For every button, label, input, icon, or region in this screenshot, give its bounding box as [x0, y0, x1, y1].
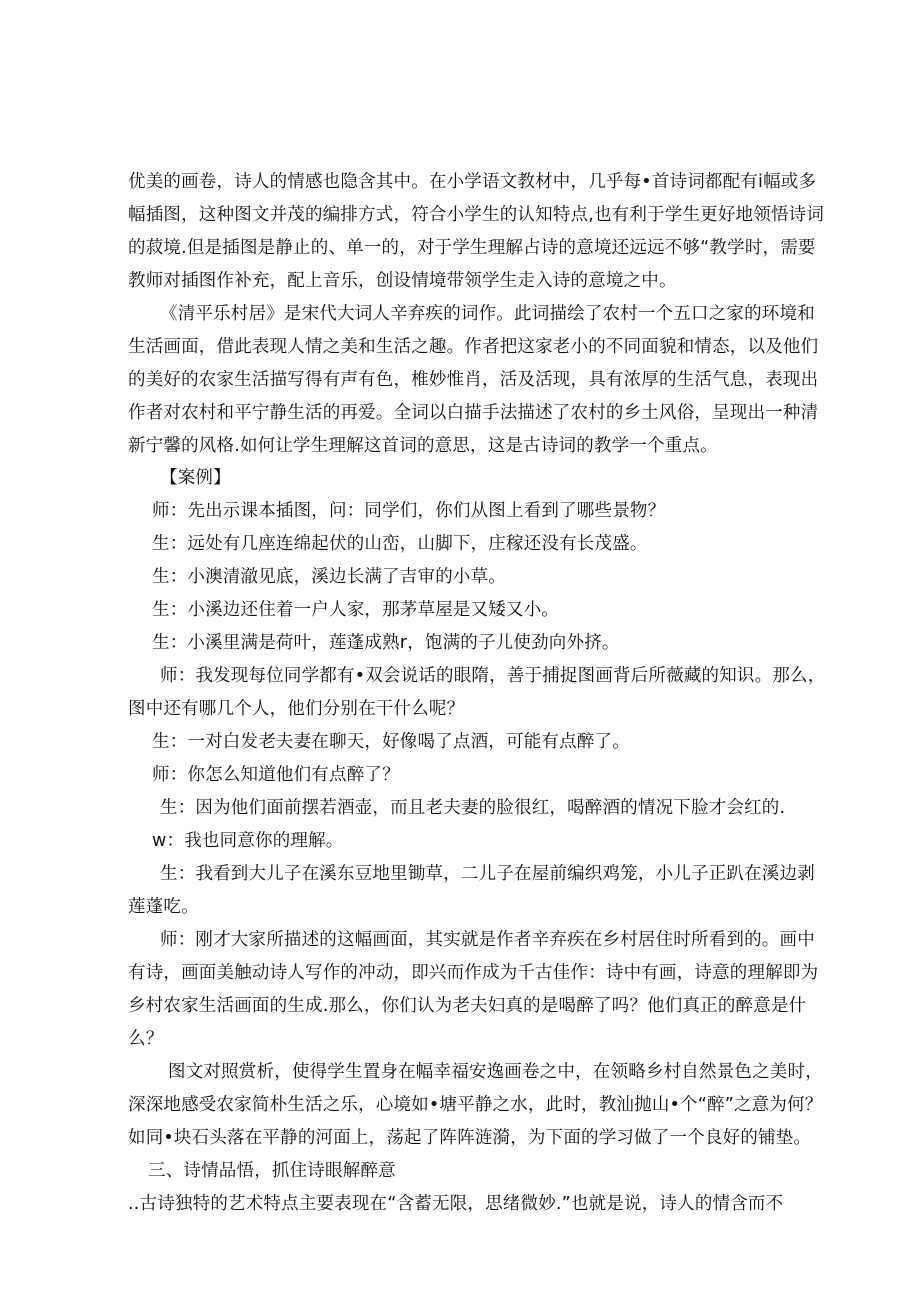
paragraph-line: 的菽境.但是插图是静止的、单一的，对于学生理解占诗的意境还远远不够“教学时，需要	[128, 238, 816, 258]
dialogue-line: 师：刚才大家所描述的这幅画面，其实就是作者辛弃疾在乡村居住时所看到的。画中	[160, 930, 815, 950]
dialogue-line: 生：一对白发老夫妻在聊天，好像喝了点酒，可能有点醉了。	[152, 732, 630, 752]
paragraph-line: 幅插图，这种图文并茂的编排方式，符合小学生的认知特点,也有利于学生更好地领悟诗词	[128, 205, 825, 225]
paragraph-line: 深深地感受农家简朴生活之乐，心境如•塘平静之水，此时，教汕抛山•个“醉”之意为何？	[128, 1095, 823, 1115]
dialogue-line: 生：远处有几座连绵起伏的山峦，山脚下，庄稼还没有长茂盛。	[152, 534, 648, 554]
paragraph-line: 如同•块石头落在平静的河面上，荡起了阵阵涟漪，为下面的学习做了一个良好的铺垫。	[128, 1128, 812, 1148]
paragraph-line: 作者对农村和平宁静生活的再爱。全词以白描手法描述了农村的乡土风俗，呈现出一种清	[128, 403, 819, 423]
dialogue-line: 生：小溪边还住着一户人家，那茅草屋是又矮又小。	[152, 600, 560, 620]
dialogue-line: 么？	[128, 1029, 164, 1049]
dialogue-line: 生：我看到大儿子在溪东豆地里锄草，二儿子在屋前编织鸡笼，小儿子正趴在溪边剥	[160, 864, 815, 884]
paragraph-line: ..古诗独特的艺术特点主要表现在“含蓄无限，思绪微妙.”也就是说，诗人的情含而不	[128, 1194, 784, 1214]
dialogue-line: 莲蓬吃。	[128, 897, 199, 917]
paragraph-line: 的美好的农家生活描写得有声有色，椎妙惟肖，活及活现，具有浓厚的生活气息，表现出	[128, 370, 819, 390]
dialogue-line: 生：小澳清澈见底，溪边长满了吉审的小草。	[152, 567, 506, 587]
dialogue-line: w：我也同意你的理解。	[152, 831, 344, 851]
paragraph-line: 图文对照赏析，使得学生置身在幅幸福安逸画卷之中，在领略乡村自然景色之美时，	[168, 1062, 823, 1082]
paragraph-line: 《清平乐村居》是宋代大词人辛弃疾的词作。此词描绘了农村一个五口之家的环境和	[160, 304, 815, 324]
paragraph-line: 生活画面，借此表现人情之美和生活之趣。作者把这家老小的不同面貌和情态，以及他们	[128, 337, 819, 357]
paragraph-line: 新宁馨的风格.如何让学生理解这首词的意思，这是古诗词的教学一个重点。	[128, 436, 718, 456]
dialogue-line: 师：你怎么知道他们有点醉了？	[152, 765, 400, 785]
paragraph-line: 教师对插图作补充，配上音乐，创设情境带领学生走入诗的意境之中。	[128, 271, 677, 291]
dialogue-line: 乡村农家生活画面的生成.那么，你们认为老夫妇真的是喝醉了吗？他们真正的醉意是什	[128, 996, 807, 1016]
dialogue-line: 师：先出示课本插图，问：同学们，你们从图上看到了哪些景物？	[152, 501, 666, 521]
section-heading: 三、诗情品悟，抓住诗眼解醉意	[148, 1161, 396, 1181]
dialogue-line: 生：因为他们面前摆若酒壶，而且老夫妻的脸很红，喝醉酒的情况下脸才会红的.	[160, 798, 786, 818]
section-heading: 【案例】	[160, 468, 231, 488]
dialogue-line: 图中还有哪几个人，他们分别在干什么呢？	[128, 699, 465, 719]
dialogue-line: 有诗，画面美触动诗人写作的冲动，即兴而作成为千古佳作：诗中有画，诗意的理解即为	[128, 963, 819, 983]
dialogue-line: 生：小溪里满是荷叶，莲蓬成熟r，饱满的子儿使劲向外挤。	[152, 633, 620, 653]
paragraph-line: 优美的画卷，诗人的情感也隐含其中。在小学语文教材中，几乎每•首诗词都配有i幅或多	[128, 172, 817, 192]
dialogue-line: 师：我发现每位同学都有•双会说话的眼隋，善于捕捉图画背后所薇藏的知识。那么，	[160, 666, 826, 686]
